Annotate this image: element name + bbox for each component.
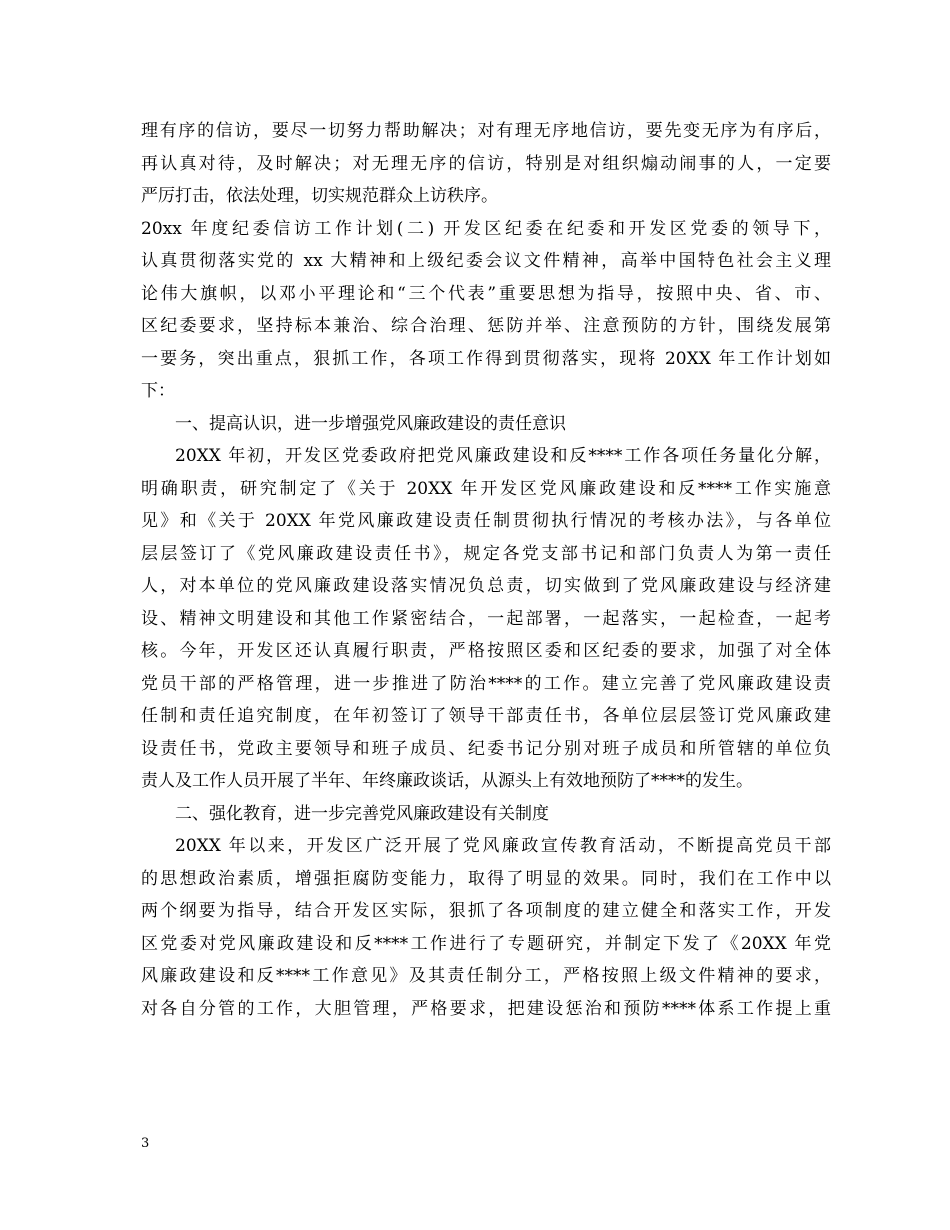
text-line: 的思想政治素质，增强拒腐防变能力，取得了明显的效果。同时，我们在工作中以 <box>141 868 831 889</box>
text-line: 下： <box>141 381 175 401</box>
text-line: 20xx 年度纪委信访工作计划(二) 开发区纪委在纪委和开发区党委的领导下， <box>141 218 831 239</box>
text-line: 设、精神文明建设和其他工作紧密结合，一起部署，一起落实，一起检查，一起考 <box>141 608 831 629</box>
text-line: 明确职责，研究制定了《关于 20XX 年开发区党风廉政建设和反****工作实施意 <box>141 478 831 499</box>
text-line: 一要务，突出重点，狠抓工作，各项工作得到贯彻落实，现将 20XX 年工作计划如 <box>141 348 831 369</box>
text-line: 党员干部的严格管理，进一步推进了防治****的工作。建立完善了党风廉政建设责 <box>141 673 831 694</box>
body-text <box>141 115 831 1025</box>
text-line: 责人及工作人员开展了半年、年终廉政谈话，从源头上有效地预防了****的发生。 <box>141 771 753 791</box>
text-line: 再认真对待，及时解决；对无理无序的信访，特别是对组织煽动闹事的人，一定要 <box>141 153 831 174</box>
text-line: 20XX 年初，开发区党委政府把党风廉政建设和反****工作各项任务量化分解， <box>175 446 831 466</box>
text-line: 论伟大旗帜，以邓小平理论和“三个代表”重要思想为指导，按照中央、省、市、 <box>141 283 831 304</box>
text-line: 人，对本单位的党风廉政建设落实情况负总责，切实做到了党风廉政建设与经济建 <box>141 576 831 596</box>
text-line: 层层签订了《党风廉政建设责任书》，规定各党支部书记和部门负责人为第一责任 <box>141 543 831 564</box>
text-line: 区党委对党风廉政建设和反****工作进行了专题研究，并制定下发了《20XX 年党 <box>141 933 831 954</box>
text-line: 设责任书，党政主要领导和班子成员、纪委书记分别对班子成员和所管辖的单位负 <box>141 738 831 759</box>
text-line: 理有序的信访，要尽一切努力帮助解决；对有理无序地信访，要先变无序为有序后， <box>141 121 831 141</box>
text-line: 认真贯彻落实党的 xx 大精神和上级纪委会议文件精神，高举中国特色社会主义理 <box>141 251 831 271</box>
text-line: 二、强化教育，进一步完善党风廉政建设有关制度 <box>175 803 549 824</box>
text-line: 风廉政建设和反****工作意见》及其责任制分工，严格按照上级文件精神的要求， <box>141 966 831 986</box>
text-line: 见》和《关于 20XX 年党风廉政建设责任制贯彻执行情况的考核办法》，与各单位 <box>141 511 831 531</box>
page-number: 3 <box>141 1136 150 1151</box>
text-line: 区纪委要求，坚持标本兼治、综合治理、惩防并举、注意预防的方针，围绕发展第 <box>141 316 831 336</box>
text-line: 对各自分管的工作，大胆管理，严格要求，把建设惩治和预防****体系工作提上重 <box>141 998 831 1019</box>
text-line: 任制和责任追究制度，在年初签订了领导干部责任书，各单位层层签订党风廉政建 <box>141 706 831 726</box>
text-line: 一、提高认识，进一步增强党风廉政建设的责任意识 <box>175 413 566 434</box>
text-line: 严厉打击，依法处理，切实规范群众上访秩序。 <box>141 186 498 206</box>
text-line: 20XX 年以来，开发区广泛开展了党风廉政宣传教育活动，不断提高党员干部 <box>175 836 831 856</box>
text-line: 两个纲要为指导，结合开发区实际，狠抓了各项制度的建立健全和落实工作，开发 <box>141 901 831 921</box>
text-line: 核。今年，开发区还认真履行职责，严格按照区委和区纪委的要求，加强了对全体 <box>141 641 831 661</box>
